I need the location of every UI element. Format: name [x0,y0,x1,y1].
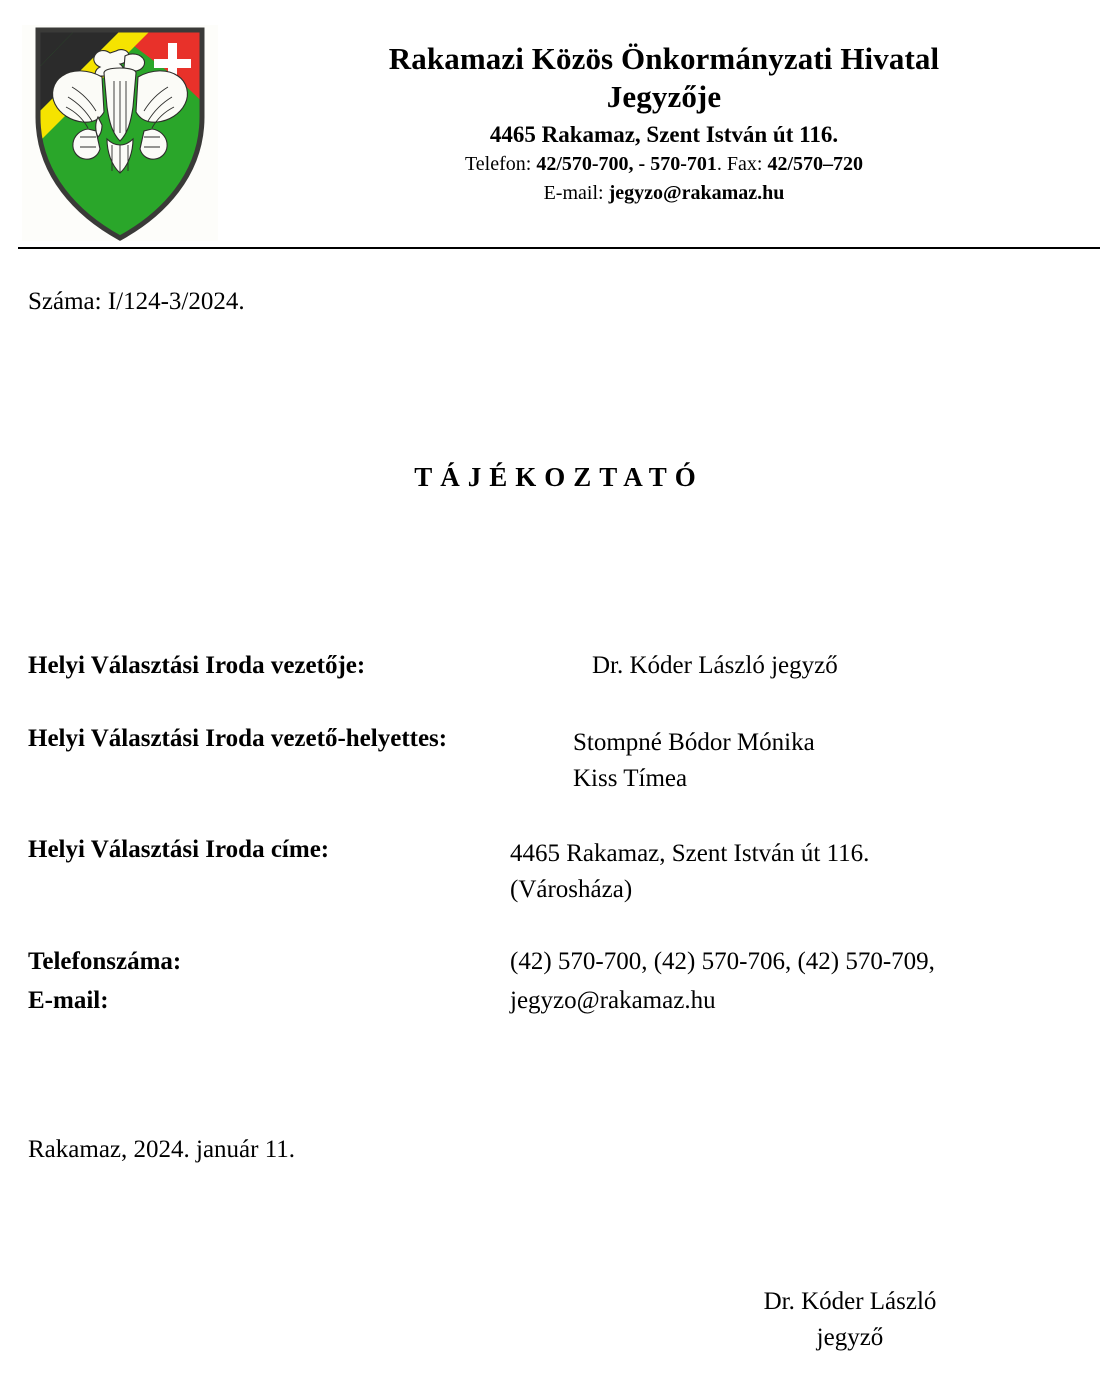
fax-value: 42/570–720 [767,153,864,176]
letterhead [0,0,1118,250]
document-number: Száma: I/124-3/2024. [28,288,245,315]
address-value [510,836,869,907]
phone-row-label: Telefonszáma: [28,948,182,975]
address-value-line1: 4465 Rakamaz, Szent István út 116. [510,840,870,867]
email-label: E-mail: [543,182,609,205]
email-row-label: E-mail: [28,987,109,1014]
letterhead-email-line [228,180,1100,207]
deputy-label: Helyi Választási Iroda vezető-helyettes: [28,725,448,752]
deputy-value [573,725,815,796]
letterhead-phone-line [228,151,1100,178]
deputy-value-line1: Stompné Bódor Mónika [573,729,815,756]
signature-title: jegyző [816,1324,884,1352]
letterhead-address: 4465 Rakamaz, Szent István út 116. [489,121,839,147]
office-name [228,40,1100,116]
leader-label: Helyi Választási Iroda vezetője: [28,652,366,679]
fax-label: . Fax: [716,153,768,176]
phone-row-value: (42) 570-700, (42) 570-706, (42) 570-709, [510,948,935,975]
email-row-value: jegyzo@rakamaz.hu [510,987,716,1014]
coat-of-arms-logo [22,25,218,241]
signature-name: Dr. Kóder László [763,1288,937,1315]
address-value-line2: (Városháza) [510,875,633,903]
phone-label: Telefon: [464,153,537,176]
phone-value: 42/570-700, - 570-701 [536,153,717,176]
office-name-line1: Rakamazi Közös Önkormányzati Hivatal [388,41,940,76]
deputy-value-line2: Kiss Tímea [573,764,688,792]
leader-value: Dr. Kóder László jegyző [592,652,838,679]
place-and-date: Rakamaz, 2024. január 11. [28,1136,296,1163]
email-value: jegyzo@rakamaz.hu [608,182,785,205]
letterhead-text [228,40,1100,207]
office-name-line2: Jegyzője [606,78,722,114]
signature-block [600,1284,1100,1357]
rakamaz-coat-of-arms-icon [22,25,218,241]
document-title: TÁJÉKOZTATÓ [414,462,704,492]
header-divider [18,247,1100,249]
address-label: Helyi Választási Iroda címe: [28,836,330,863]
